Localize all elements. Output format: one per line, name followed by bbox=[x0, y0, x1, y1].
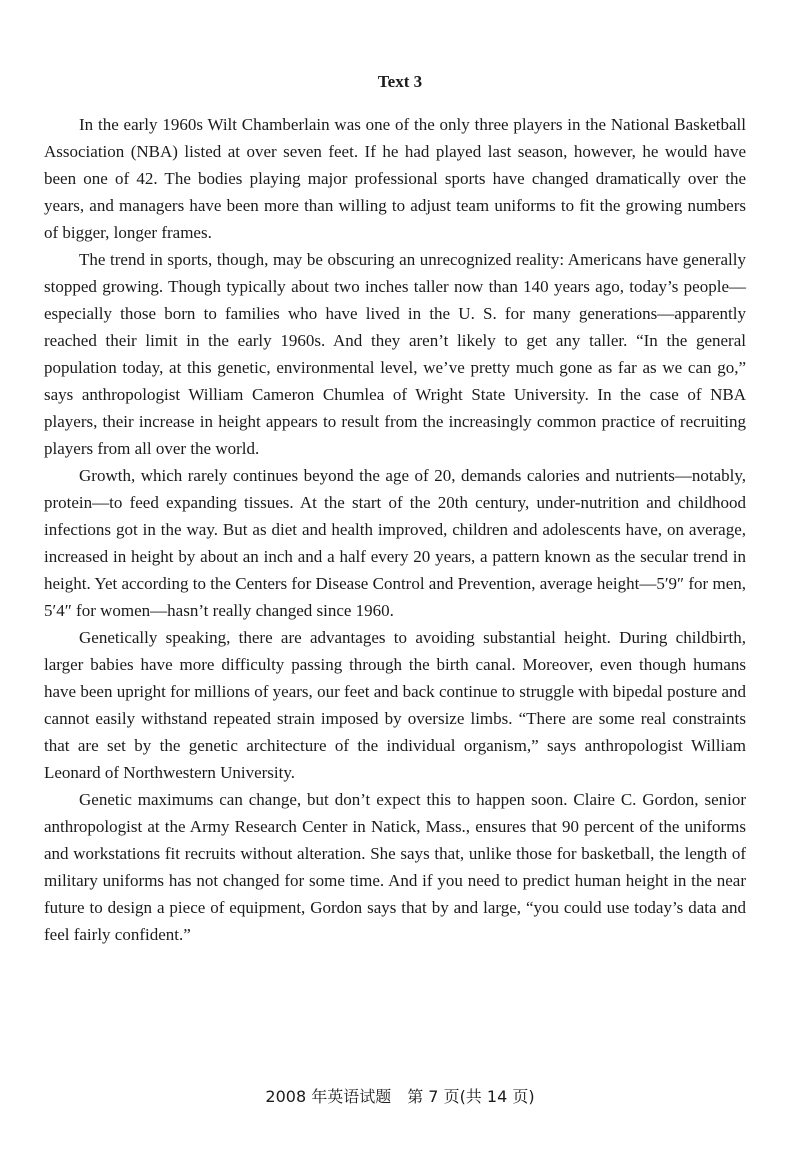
paragraph-5: Genetic maximums can change, but don’t expect this to happen soon. Claire C. Gordon, senior anthropologist at the Army Research Center in Natick, Mass., ensures that 90 percent of the uniforms and workstations fit recruits without alteration. She says that, unlike those for basketball, the length of military uniforms has not changed for some time. And if you need to predict human height in the near future to design a piece of equipment, Gordon says that by and large, “you could use today’s data and feel fairly confident.” bbox=[44, 790, 746, 944]
passage-title: Text 3 bbox=[377, 72, 423, 91]
paragraph-3: Growth, which rarely continues beyond the age of 20, demands calories and nutrients—notably, protein—to feed expanding tissues. At the start of the 20th century, under-nutrition and childhood infections got in the way. But as diet and health improved, children and adolescents have, on average, increased in height by about an inch and a half every 20 years, a pattern known as the secular trend in height. Yet according to the Centers for Disease Control and Prevention, average height—5′9″ for men, 5′4″ for women—hasn’t really changed since 1960. bbox=[44, 466, 746, 620]
paragraph-2: The trend in sports, though, may be obscuring an unrecognized reality: Americans have generally stopped growing. Though typically about two inches taller now than 140 years ago, today’s people—especially those born to families who have lived in the U. S. for many generations—apparently reached their limit in the early 1960s. And they aren’t likely to get any taller. “In the general population today, at this genetic, environmental level, we’ve pretty much gone as far as we can go,” says anthropologist William Cameron Chumlea of Wright State University. In the case of NBA players, their increase in height appears to result from the increasingly common practice of recruiting players from all over the world. bbox=[44, 250, 746, 458]
page-footer: 2008 年英语试题 第 7 页(共 14 页) bbox=[265, 1087, 535, 1106]
paragraph-1: In the early 1960s Wilt Chamberlain was one of the only three players in the National Basketball Association (NBA) listed at over seven feet. If he had played last season, however, he would have been one of 42. The bodies playing major professional sports have changed dramatically over the years, and managers have been more than willing to adjust team uniforms to fit the growing numbers of bigger, longer frames. bbox=[44, 115, 746, 242]
passage-body bbox=[44, 111, 746, 948]
paragraph-4: Genetically speaking, there are advantages to avoiding substantial height. During childbirth, larger babies have more difficulty passing through the birth canal. Moreover, even though humans have been upright for millions of years, our feet and back continue to struggle with bipedal posture and cannot easily withstand repeated strain imposed by oversize limbs. “There are some real constraints that are set by the genetic architecture of the individual organism,” says anthropologist William Leonard of Northwestern University. bbox=[44, 628, 746, 782]
